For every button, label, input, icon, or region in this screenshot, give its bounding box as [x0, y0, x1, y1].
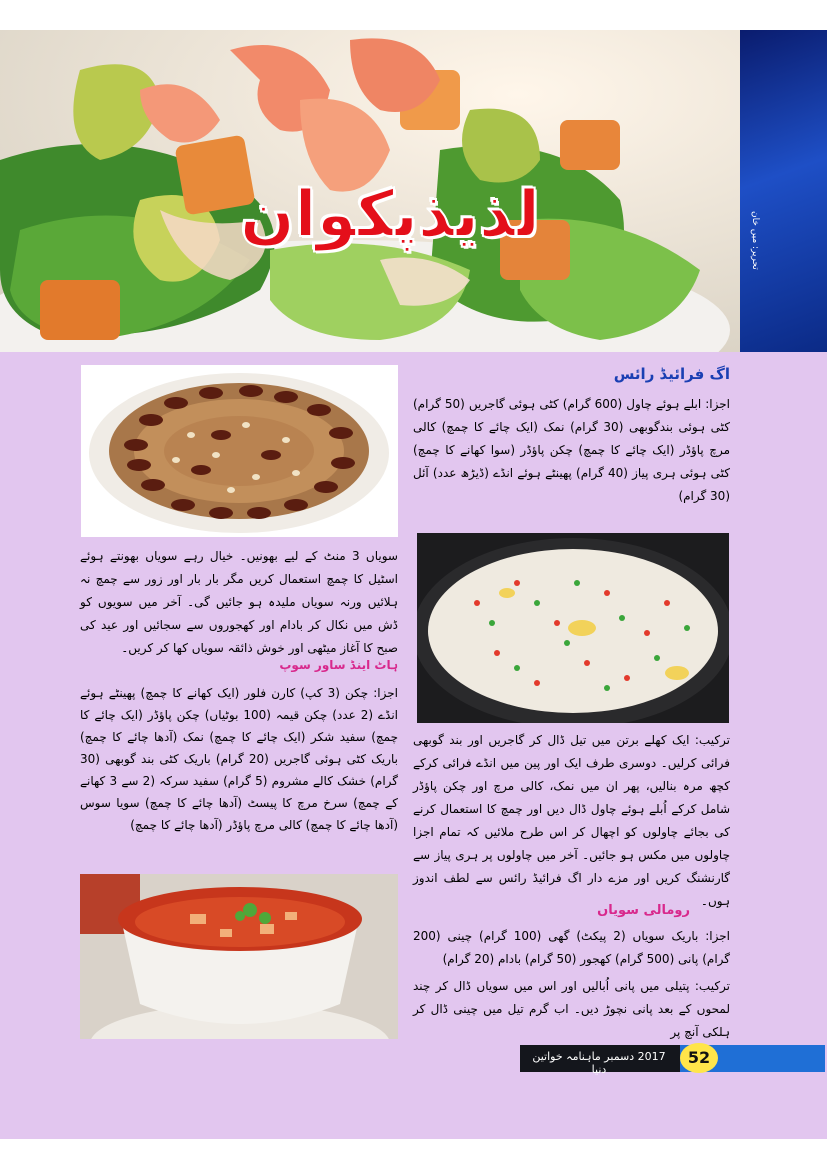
page-number: 52 [680, 1043, 718, 1073]
footer-magazine-info: 2017 دسمبر ماہنامہ خواتین دنیا [532, 1050, 666, 1076]
egg-fried-rice-method: ترکیب: ایک کھلے برتن میں تیل ڈال کر گاجریں اور بند گوبھی فرائی کرلیں۔ دوسری طرف ایک اور پین میں انڈے فرائی کرکے کچھ مرہ بنالیں، پھر ان میں نمک، کالی مرچ اور چکن پاؤڈر شامل کرکے اُبلے ہوئے چاول ڈال دیں اور چمچ کا استعمال کرنے کی بجائے چاولوں کو اچھال کر اس طرح ملائیں کہ تمام اجزا چاولوں میں مکس ہو جائیں۔ آخر میں چاولوں پر ہری پیاز سے گارنشنگ کریں اور مزے دار اگ فرائیڈ رائس سے لطف اندوز ہوں۔ [413, 733, 730, 908]
rumali-sewaiyan-ingredients: اجزا: باریک سویاں (2 پیکٹ) گھی (100 گرام) چینی (200 گرام) پانی (500 گرام) کھجور (50 گرام) بادام (20 گرام) [413, 929, 730, 966]
rumali-sewaiyan-method: ترکیب: پتیلی میں پانی اُبالیں اور اس میں سویاں ڈال کر چند لمحوں کے بعد پانی نچوڑ دیں۔ اب گرم تیل میں چینی ڈال کر ہلکی آنچ پر [413, 979, 730, 1039]
rumali-sewaiyan-title: رومالی سویاں [597, 903, 690, 918]
hot-sour-soup-photo [80, 874, 398, 1039]
author-credit: تحریر: میں خان [750, 210, 760, 270]
rumali-sewaiyan-continued: سویاں 3 منٹ کے لیے بھونیں۔ خیال رہے سویاں بھونتے ہوئے اسٹیل کا چمچ استعمال کریں مگر بار بار اور زور سے چمچ نہ ہلائیں ورنہ سویاں ملیدہ ہو جائیں گی۔ آخر میں سویوں کو ڈش میں نکال کر بادام اور کھجوروں سے سجائیں اور عید کی صبح کا آغاز میٹھی اور خوش ذائقہ سویاں کھا کر کریں۔ [80, 549, 398, 655]
hot-sour-soup-ingredients: اجزا: چکن (3 کپ) کارن فلور (ایک کھانے کا چمچ) پھینٹے ہوئے انڈے (2 عدد) چکن قیمہ (100 بوٹیاں) چکن پاؤڈر (ایک چائے کا چمچ) سفید شکر (ایک چائے کا چمچ) نمک (آدھا چائے کا چمچ) باریک کٹی ہوئی گاجریں (20 گرام) باریک کٹی بند گوبھی (30 گرام) خشک کالے مشروم (5 گرام) سفید سرکہ (2 سے 3 کھانے کے چمچ) سرخ مرچ کا پیسٹ (آدھا چائے کا چمچ) سویا سوس (آدھا چائے کا چمچ) کالی مرچ پاؤڈر (آدھا چائے کا چمچ) [80, 686, 399, 832]
egg-fried-rice-title: اگ فرائیڈ رائس [613, 365, 730, 383]
side-decor-strip [740, 30, 827, 352]
hot-sour-soup-title: ہاٹ اینڈ ساور سوپ [279, 658, 398, 672]
sewaiyan-photo [81, 365, 398, 537]
egg-fried-rice-ingredients: اجزا: ابلے ہوئے چاول (600 گرام) کٹی ہوئی گاجریں (50 گرام) کٹی ہوئی بندگوبھی (30 گرام) نمک (ایک چائے کا چمچ) کالی مرچ پاؤڈر (ایک چائے کا چمچ) چکن پاؤڈر (سوا کھانے کا چمچ) کٹی ہوئی ہری پیاز (40 گرام) پھینٹے ہوئے انڈے (ڈیڑھ عدد) آئل (30 گرام) [413, 397, 731, 503]
page-title: لذیذپکوان [240, 178, 540, 252]
fried-rice-photo [417, 533, 729, 723]
